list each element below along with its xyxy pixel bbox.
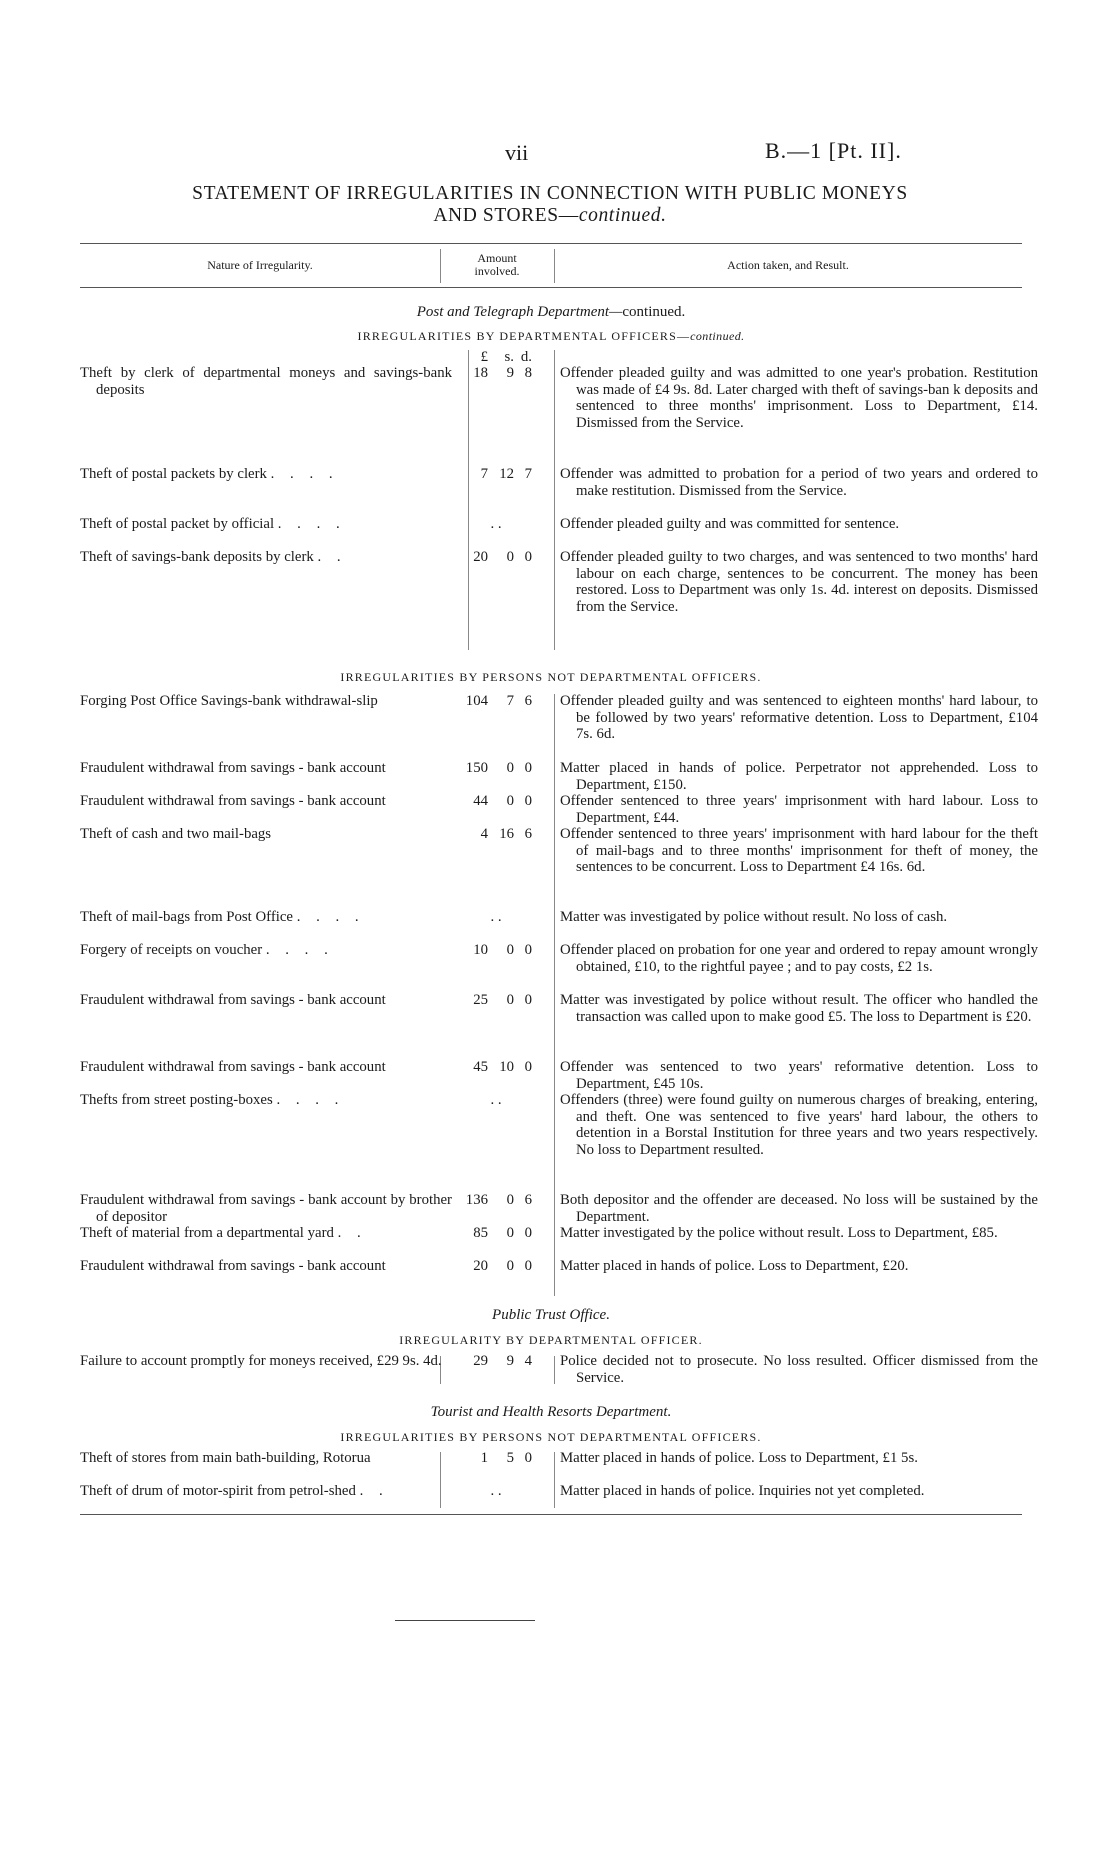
amount-pounds: 10 [473, 942, 488, 958]
irregularity-nature [80, 942, 452, 959]
amount-nil: . . [490, 909, 502, 925]
amount-shillings: 0 [506, 1225, 514, 1241]
action-result: Offender was admitted to probation for a period of two years and ordered to make restitution. Dismissed from the Service. [560, 466, 1038, 499]
amount-pence: 0 [524, 1059, 532, 1075]
document-reference: B.—1 [Pt. II]. [765, 138, 902, 163]
irregularity-nature [80, 466, 452, 483]
irregularity-text: Fraudulent withdrawal from savings - bank account [80, 992, 386, 1008]
irregularity-text: Fraudulent withdrawal from savings - bank account [80, 1258, 386, 1274]
irregularity-text: Theft of postal packets by clerk [80, 466, 267, 482]
subsection-tourist: IRREGULARITIES BY PERSONS NOT DEPARTMENTAL OFFICERS. [340, 1430, 762, 1444]
action-result: Matter was investigated by police without result. The officer who handled the transaction was called upon to make good £5. The loss to Department is £20. [560, 992, 1038, 1025]
leader-dots: . . [337, 1225, 367, 1241]
irregularity-nature [80, 1450, 452, 1467]
irregularity-nature [80, 1258, 452, 1275]
amount-shillings: 10 [499, 1059, 514, 1075]
irregularity-nature [80, 1059, 452, 1076]
amount-pounds: 104 [465, 693, 488, 709]
body-divider-d2 [554, 1452, 555, 1508]
amount-shillings: 0 [506, 1258, 514, 1274]
irregularity-nature [80, 365, 452, 398]
irregularity-text: Theft of material from a departmental yard [80, 1225, 334, 1241]
leader-dots: . . [317, 549, 347, 565]
amount-nil: . . [490, 516, 502, 532]
amount-pence: 0 [524, 760, 532, 776]
action-result: Both depositor and the offender are deceased. No loss will be sustained by the Department. [560, 1192, 1038, 1225]
subsection-departmental-officers-continued: continued. [690, 329, 745, 343]
column-header-nature: Nature of Irregularity. [207, 258, 313, 272]
action-result: Offender pleaded guilty and was admitted to one year's probation. Restitution was made of £4 9s. 8d. Later charged with theft of savings-ban k deposits and sentenced to three months' imprisonment. Loss to Department, £14. Dismissed from the Service. [560, 365, 1038, 431]
amount-shillings: 16 [499, 826, 514, 842]
action-result: Offender sentenced to three years' imprisonment with hard labour for the theft of mail-bags and to three months' imprisonment for theft of money, the sentences to be concurrent. Loss to Department £4 16s. 6d. [560, 826, 1038, 875]
amount-pence: 8 [524, 365, 532, 381]
title-line-2-text: AND STORES— [433, 205, 579, 226]
amount-shillings: 0 [506, 942, 514, 958]
irregularity-text: Fraudulent withdrawal from savings - bank account by brother of depositor [80, 1192, 452, 1225]
amount-nil: . . [490, 1092, 502, 1108]
subsection-public-trust: IRREGULARITY BY DEPARTMENTAL OFFICER. [399, 1333, 703, 1347]
action-result: Offenders (three) were found guilty on numerous charges of breaking, entering, and theft. One was sentenced to five years' hard labour, the others to detention in a Borstal Institution for three years and two years respectively. No loss to Department resulted. [560, 1092, 1038, 1158]
action-result: Matter was investigated by police without result. No loss of cash. [560, 909, 948, 925]
amount-pence: 6 [524, 826, 532, 842]
action-result: Matter placed in hands of police. Inquiries not yet completed. [560, 1483, 925, 1499]
amount-nil: . . [490, 1483, 502, 1499]
amount-pounds: 7 [480, 466, 488, 482]
irregularity-nature [80, 1483, 452, 1500]
leader-dots: . . . . [276, 1092, 345, 1108]
amount-pence: 0 [524, 992, 532, 1008]
irregularity-nature [80, 1225, 452, 1242]
subsection-persons-not-officers: IRREGULARITIES BY PERSONS NOT DEPARTMENTAL OFFICERS. [340, 670, 762, 684]
action-result: Offender placed on probation for one year and ordered to repay amount wrongly obtained, £10, to the rightful payee ; and to pay costs, £2 1s. [560, 942, 1038, 975]
action-result: Matter placed in hands of police. Loss to Department, £20. [560, 1258, 909, 1274]
column-header-action: Action taken, and Result. [727, 258, 849, 272]
irregularity-text: Theft of cash and two mail-bags [80, 826, 272, 842]
leader-dots: . . . . [296, 909, 365, 925]
amount-shillings: 0 [506, 992, 514, 1008]
action-result: Offender pleaded guilty and was committed for sentence. [560, 516, 900, 532]
irregularity-text: Forging Post Office Savings-bank withdrawal-slip [80, 693, 378, 709]
irregularity-nature [80, 760, 452, 777]
leader-dots: . . [359, 1483, 389, 1499]
action-result: Matter placed in hands of police. Perpetrator not apprehended. Loss to Department, £150. [560, 760, 1038, 793]
irregularity-nature [80, 992, 452, 1009]
section-title-tourist: Tourist and Health Resorts Department. [430, 1404, 672, 1420]
amount-shillings: 0 [506, 760, 514, 776]
irregularity-text: Theft of postal packet by official [80, 516, 275, 532]
irregularity-nature [80, 516, 452, 533]
action-result: Police decided not to prosecute. No loss resulted. Officer dismissed from the Service. [560, 1353, 1038, 1386]
amount-pounds: 20 [473, 549, 488, 565]
irregularity-text: Theft of mail-bags from Post Office [80, 909, 293, 925]
action-result: Offender sentenced to three years' imprisonment with hard labour. Loss to Department, £44. [560, 793, 1038, 826]
irregularity-nature [80, 826, 452, 843]
column-header-amount-line2: involved. [474, 264, 520, 278]
irregularity-nature [80, 1192, 452, 1225]
page-number: vii [505, 140, 529, 165]
section-title-public-trust: Public Trust Office. [492, 1307, 610, 1323]
body-divider-c2 [554, 1356, 555, 1384]
amount-pence: 6 [524, 693, 532, 709]
amount-shillings: 9 [506, 1353, 514, 1369]
title-continued: continued. [578, 205, 667, 226]
leader-dots: . . . . [265, 942, 334, 958]
irregularity-text: Fraudulent withdrawal from savings - bank account [80, 793, 386, 809]
irregularity-nature [80, 549, 452, 566]
amount-pounds: 25 [473, 992, 488, 1008]
header-top-rule [80, 243, 1022, 244]
irregularity-text: Failure to account promptly for moneys received, £29 9s. 4d. [80, 1353, 442, 1369]
subsection-departmental-officers [80, 329, 1022, 344]
amount-pounds: 85 [473, 1225, 488, 1241]
amount-shillings: 0 [506, 549, 514, 565]
irregularity-text: Theft of savings-bank deposits by clerk [80, 549, 314, 565]
amount-pence: 0 [524, 1450, 532, 1466]
irregularity-text: Fraudulent withdrawal from savings - bank account [80, 760, 386, 776]
action-result: Offender pleaded guilty and was sentenced to eighteen months' hard labour, to be followed by two years' reformative detention. Loss to Department, £104 7s. 6d. [560, 693, 1038, 742]
amount-pence: 7 [524, 466, 532, 482]
section-title-post-telegraph-text: Post and Telegraph Department— [416, 304, 623, 320]
amount-pounds: 4 [480, 826, 488, 842]
header-bottom-rule [80, 287, 1022, 288]
currency-pence: d. [520, 349, 532, 365]
amount-pounds: 45 [473, 1059, 488, 1075]
irregularity-nature [80, 909, 452, 926]
leader-dots: . . . . [270, 466, 339, 482]
amount-pence: 0 [524, 1258, 532, 1274]
page-title [70, 183, 1030, 227]
amount-shillings: 9 [506, 365, 514, 381]
irregularity-text: Theft by clerk of departmental moneys and savings-bank deposits [80, 365, 452, 398]
amount-shillings: 5 [506, 1450, 514, 1466]
irregularity-text: Theft of drum of motor-spirit from petrol-shed [80, 1483, 356, 1499]
body-divider-a1 [468, 350, 469, 650]
currency-shillings: s. [504, 349, 514, 365]
amount-pounds: 44 [473, 793, 488, 809]
column-header-amount-line1: Amount [477, 251, 517, 265]
leader-dots: . . . . [277, 516, 346, 532]
irregularity-text: Thefts from street posting-boxes [80, 1092, 273, 1108]
amount-pence: 0 [524, 793, 532, 809]
title-line-1: STATEMENT OF IRREGULARITIES IN CONNECTION WITH PUBLIC MONEYS [192, 183, 908, 204]
amount-pence: 0 [524, 549, 532, 565]
irregularity-text: Fraudulent withdrawal from savings - bank account [80, 1059, 386, 1075]
title-line-2 [70, 205, 1030, 227]
irregularity-text: Forgery of receipts on voucher [80, 942, 263, 958]
amount-shillings: 12 [499, 466, 514, 482]
amount-pence: 0 [524, 1225, 532, 1241]
amount-pounds: 150 [465, 760, 488, 776]
amount-pence: 6 [524, 1192, 532, 1208]
currency-pounds: £ [480, 349, 488, 365]
irregularity-nature [80, 793, 452, 810]
body-divider-a2 [554, 350, 555, 650]
column-header-amount [440, 252, 554, 278]
action-result: Offender pleaded guilty to two charges, and was sentenced to two months' hard labour on each charge, sentences to be concurrent. The money has been restored. Loss to Department was only 1s. 4d. interest on deposits. Dismissed from the Service. [560, 549, 1038, 615]
irregularity-text: Theft of stores from main bath-building, Rotorua [80, 1450, 371, 1466]
amount-pounds: 18 [473, 365, 488, 381]
section-title-post-telegraph [80, 304, 1022, 321]
amount-shillings: 0 [506, 1192, 514, 1208]
amount-shillings: 7 [506, 693, 514, 709]
amount-pounds: 29 [473, 1353, 488, 1369]
action-result: Matter placed in hands of police. Loss to Department, £1 5s. [560, 1450, 918, 1466]
table-end-rule [80, 1514, 1022, 1515]
amount-shillings: 0 [506, 793, 514, 809]
irregularity-nature [80, 1092, 452, 1109]
body-divider-b2 [554, 694, 555, 1296]
irregularity-nature [80, 1353, 452, 1370]
amount-pounds: 136 [465, 1192, 488, 1208]
irregularity-nature [80, 693, 452, 710]
amount-pounds: 20 [473, 1258, 488, 1274]
amount-pence: 4 [524, 1353, 532, 1369]
section-title-post-telegraph-suffix: continued. [622, 304, 686, 320]
amount-pence: 0 [524, 942, 532, 958]
subsection-departmental-officers-text: IRREGULARITIES BY DEPARTMENTAL OFFICERS— [357, 329, 691, 343]
action-result: Matter investigated by the police without result. Loss to Department, £85. [560, 1225, 998, 1241]
action-result: Offender was sentenced to two years' reformative detention. Loss to Department, £45 10s. [560, 1059, 1038, 1092]
closing-rule [395, 1620, 535, 1621]
amount-pounds: 1 [480, 1450, 488, 1466]
